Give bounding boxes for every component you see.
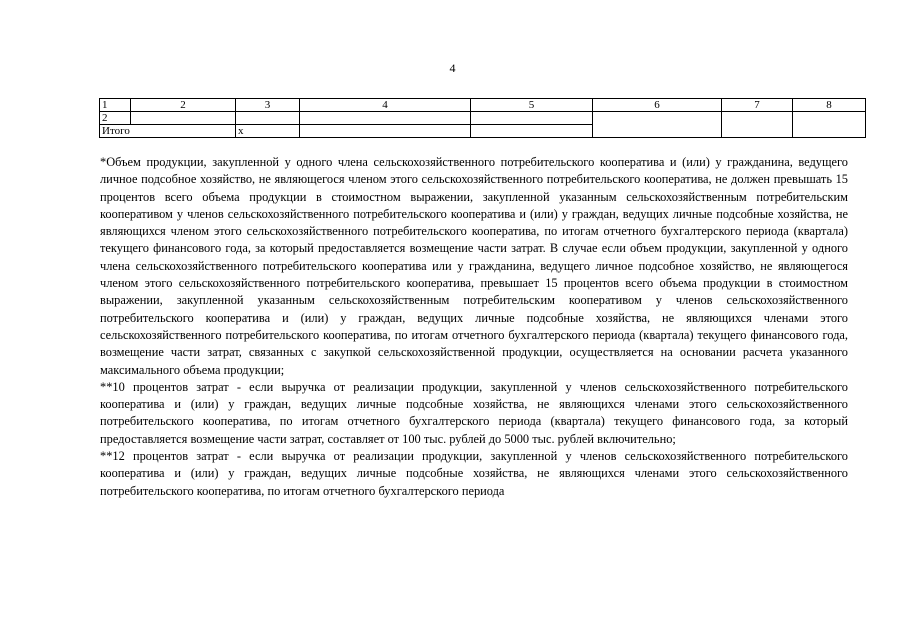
table-cell: 2	[100, 112, 131, 125]
data-table	[99, 98, 866, 138]
footnote-paragraph: *Объем продукции, закупленной у одного члена сельскохозяйственного потребительского кооператива и (или) у гражданина, ведущего личное подсобное хозяйство, не являющегося членом этого сельскохозяйственного потребительского кооператива, не должен превышать 15 процентов всего объема продукции в стоимостном выражении, закупленной указанным сельскохозяйственным потребительским кооперативом у членов сельскохозяйственного потребительского кооператива и (или) у граждан, ведущих личные подсобные хозяйства, не являющихся членом этого сельскохозяйственного потребительского кооператива, по итогам отчетного бухгалтерского периода (квартала) текущего финансового года, за который предоставляется возмещение части затрат. В случае если объем продукции, закупленной у одного члена сельскохозяйственного потребительского кооператива или у гражданина, ведущего личное подсобное хозяйство, не являющегося членом этого сельскохозяйственного потребительского кооператива, превышает 15 процентов всего объема продукции в стоимостном выражении, закупленной указанным сельскохозяйственным потребительским кооперативом у членов сельскохозяйственного потребительского кооператива и (или) у граждан, ведущих личные подсобные хозяйства, не являющихся членами этого сельскохозяйственного потребительского кооператива, по итогам отчетного бухгалтерского периода (квартала) текущего финансового года, возмещение части затрат, связанных с закупкой сельскохозяйственной продукции, осуществляется на основании расчета указанного максимального объема продукции;	[100, 155, 848, 377]
table-header-cell: 5	[471, 99, 593, 112]
page-number: 4	[449, 61, 456, 75]
table-total-label: Итого	[100, 125, 236, 138]
table-header-row	[100, 99, 866, 112]
table-total-col3: х	[236, 125, 300, 138]
table-cell	[793, 112, 866, 138]
table-header-cell: 2	[131, 99, 236, 112]
table-cell	[722, 112, 793, 138]
table-header-cell: 1	[100, 99, 131, 112]
table-header-cell: 4	[300, 99, 471, 112]
footnote-paragraph: **10 процентов затрат - если выручка от реализации продукции, закупленной у членов сельскохозяйственного потребительского кооператива и (или) у граждан, ведущих личные подсобные хозяйства, не являющихся членами этого сельскохозяйственного потребительского кооператива, по итогам отчетного бухгалтерского периода (квартала) текущего финансового года, за который предоставляется возмещение части затрат, составляет от 100 тыс. рублей до 5000 тыс. рублей включительно;	[100, 379, 848, 446]
table-cell	[300, 125, 471, 138]
table-cell	[236, 112, 300, 125]
table-header-cell: 6	[593, 99, 722, 112]
table-cell	[471, 112, 593, 125]
table-header-cell: 8	[793, 99, 866, 112]
table-cell	[131, 112, 236, 125]
table-row	[100, 112, 866, 125]
table-header-cell: 3	[236, 99, 300, 112]
table-cell	[300, 112, 471, 125]
table-header-cell: 7	[722, 99, 793, 112]
footnote-paragraph: **12 процентов затрат - если выручка от реализации продукции, закупленной у членов сельскохозяйственного потребительского кооператива и (или) у граждан, ведущих личные подсобные хозяйства, не являющихся членами этого сельскохозяйственного потребительского кооператива, по итогам отчетного бухгалтерского периода	[100, 449, 848, 498]
footnotes-text	[100, 154, 848, 500]
table-cell	[471, 125, 593, 138]
table-cell	[593, 112, 722, 138]
